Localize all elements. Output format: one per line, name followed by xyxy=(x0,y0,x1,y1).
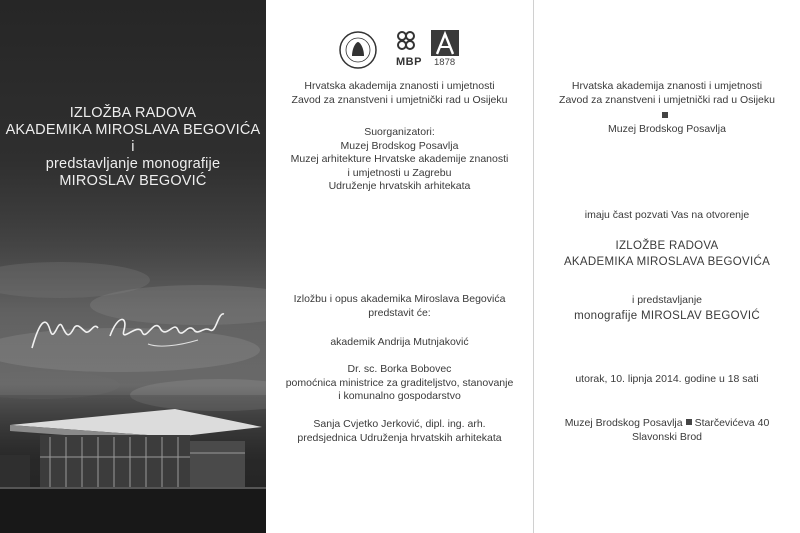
presenters-intro-line: predstavit će: xyxy=(368,306,431,319)
coorganizers-heading: Suorganizatori: xyxy=(364,126,435,138)
cover-title-line: AKADEMIKA MIROSLAVA BEGOVIĆA xyxy=(5,122,261,138)
year-label: 1878 xyxy=(434,57,456,68)
architects-a-logo-icon xyxy=(431,30,459,56)
event-datetime: utorak, 10. lipnja 2014. godine u 18 sati xyxy=(575,373,759,385)
presenters-intro xyxy=(266,293,533,320)
cover-title-line: MIROSLAV BEGOVIĆ xyxy=(59,173,207,189)
presenter-line: Sanja Cvjetko Jerković, dipl. ing. arh. xyxy=(313,418,486,430)
presenter-3 xyxy=(266,418,533,445)
monograph-title: monografije MIROSLAV BEGOVIĆ xyxy=(574,310,760,322)
organizer-line: Zavod za znanstveni i umjetnički rad u Osijeku xyxy=(559,93,775,106)
cover-title-line: predstavljanje monografije xyxy=(45,156,221,172)
cover-panel xyxy=(0,0,266,533)
organizer-line: Hrvatska akademija znanosti i umjetnosti xyxy=(304,80,495,92)
exhibition-title-line: AKADEMIKA MIROSLAVA BEGOVIĆA xyxy=(563,256,771,268)
presenter-line: Dr. sc. Borka Bobovec xyxy=(347,363,452,375)
coorganizer-line: i umjetnosti u Zagrebu xyxy=(347,166,452,179)
exhibition-title xyxy=(534,238,800,270)
cover-title-line: IZLOŽBA RADOVA xyxy=(69,105,197,121)
coorganizer-line: Muzej arhitekture Hrvatske akademije znanosti xyxy=(290,153,509,165)
presenters-intro-line: Izložbu i opus akademika Miroslava Begovića xyxy=(293,293,506,305)
address-street: Starčevićeva 40 xyxy=(694,417,770,429)
center-organizer xyxy=(266,80,533,107)
right-panel xyxy=(534,0,800,533)
cover-title-line: i xyxy=(131,139,135,155)
presenter-line: predsjednica Udruženja hrvatskih arhitekata xyxy=(297,431,502,444)
square-bullet-icon xyxy=(686,419,692,425)
address-museum: Muzej Brodskog Posavlja xyxy=(564,417,683,429)
presenter-line: i komunalno gospodarstvo xyxy=(338,390,461,402)
mbp-logo-icon xyxy=(396,30,422,54)
invite-text: imaju čast pozvati Vas na otvorenje xyxy=(584,209,750,221)
academy-seal-icon xyxy=(338,30,378,70)
coorganizers-block xyxy=(266,126,533,194)
presenter-2 xyxy=(266,363,533,404)
address-city: Slavonski Brod xyxy=(631,430,703,443)
signature-image xyxy=(28,300,238,360)
presenter-name: akademik Andrija Mutnjaković xyxy=(330,336,469,348)
coorganizer-line: Udruženje hrvatskih arhitekata xyxy=(328,180,471,192)
center-panel xyxy=(266,0,533,533)
presenter-line: pomoćnica ministrice za graditeljstvo, stanovanje xyxy=(285,376,514,389)
mbp-label: MBP xyxy=(396,56,422,68)
exhibition-title-line: IZLOŽBE RADOVA xyxy=(615,240,719,252)
coorganizer-line: Muzej Brodskog Posavlja xyxy=(340,139,459,152)
address-line xyxy=(534,417,800,431)
square-bullet-icon xyxy=(662,112,668,118)
logos-row xyxy=(338,30,468,70)
organizer-line: Hrvatska akademija znanosti i umjetnosti xyxy=(571,80,763,92)
pavilion-photo xyxy=(0,395,266,533)
and-presentation: i predstavljanje xyxy=(631,294,703,306)
address-block xyxy=(534,417,800,444)
museum-name: Muzej Brodskog Posavlja xyxy=(608,123,726,135)
right-organizer xyxy=(534,80,800,107)
cover-title xyxy=(0,105,266,190)
presenter-1 xyxy=(266,336,533,350)
organizer-line: Zavod za znanstveni i umjetnički rad u Osijeku xyxy=(291,93,508,106)
